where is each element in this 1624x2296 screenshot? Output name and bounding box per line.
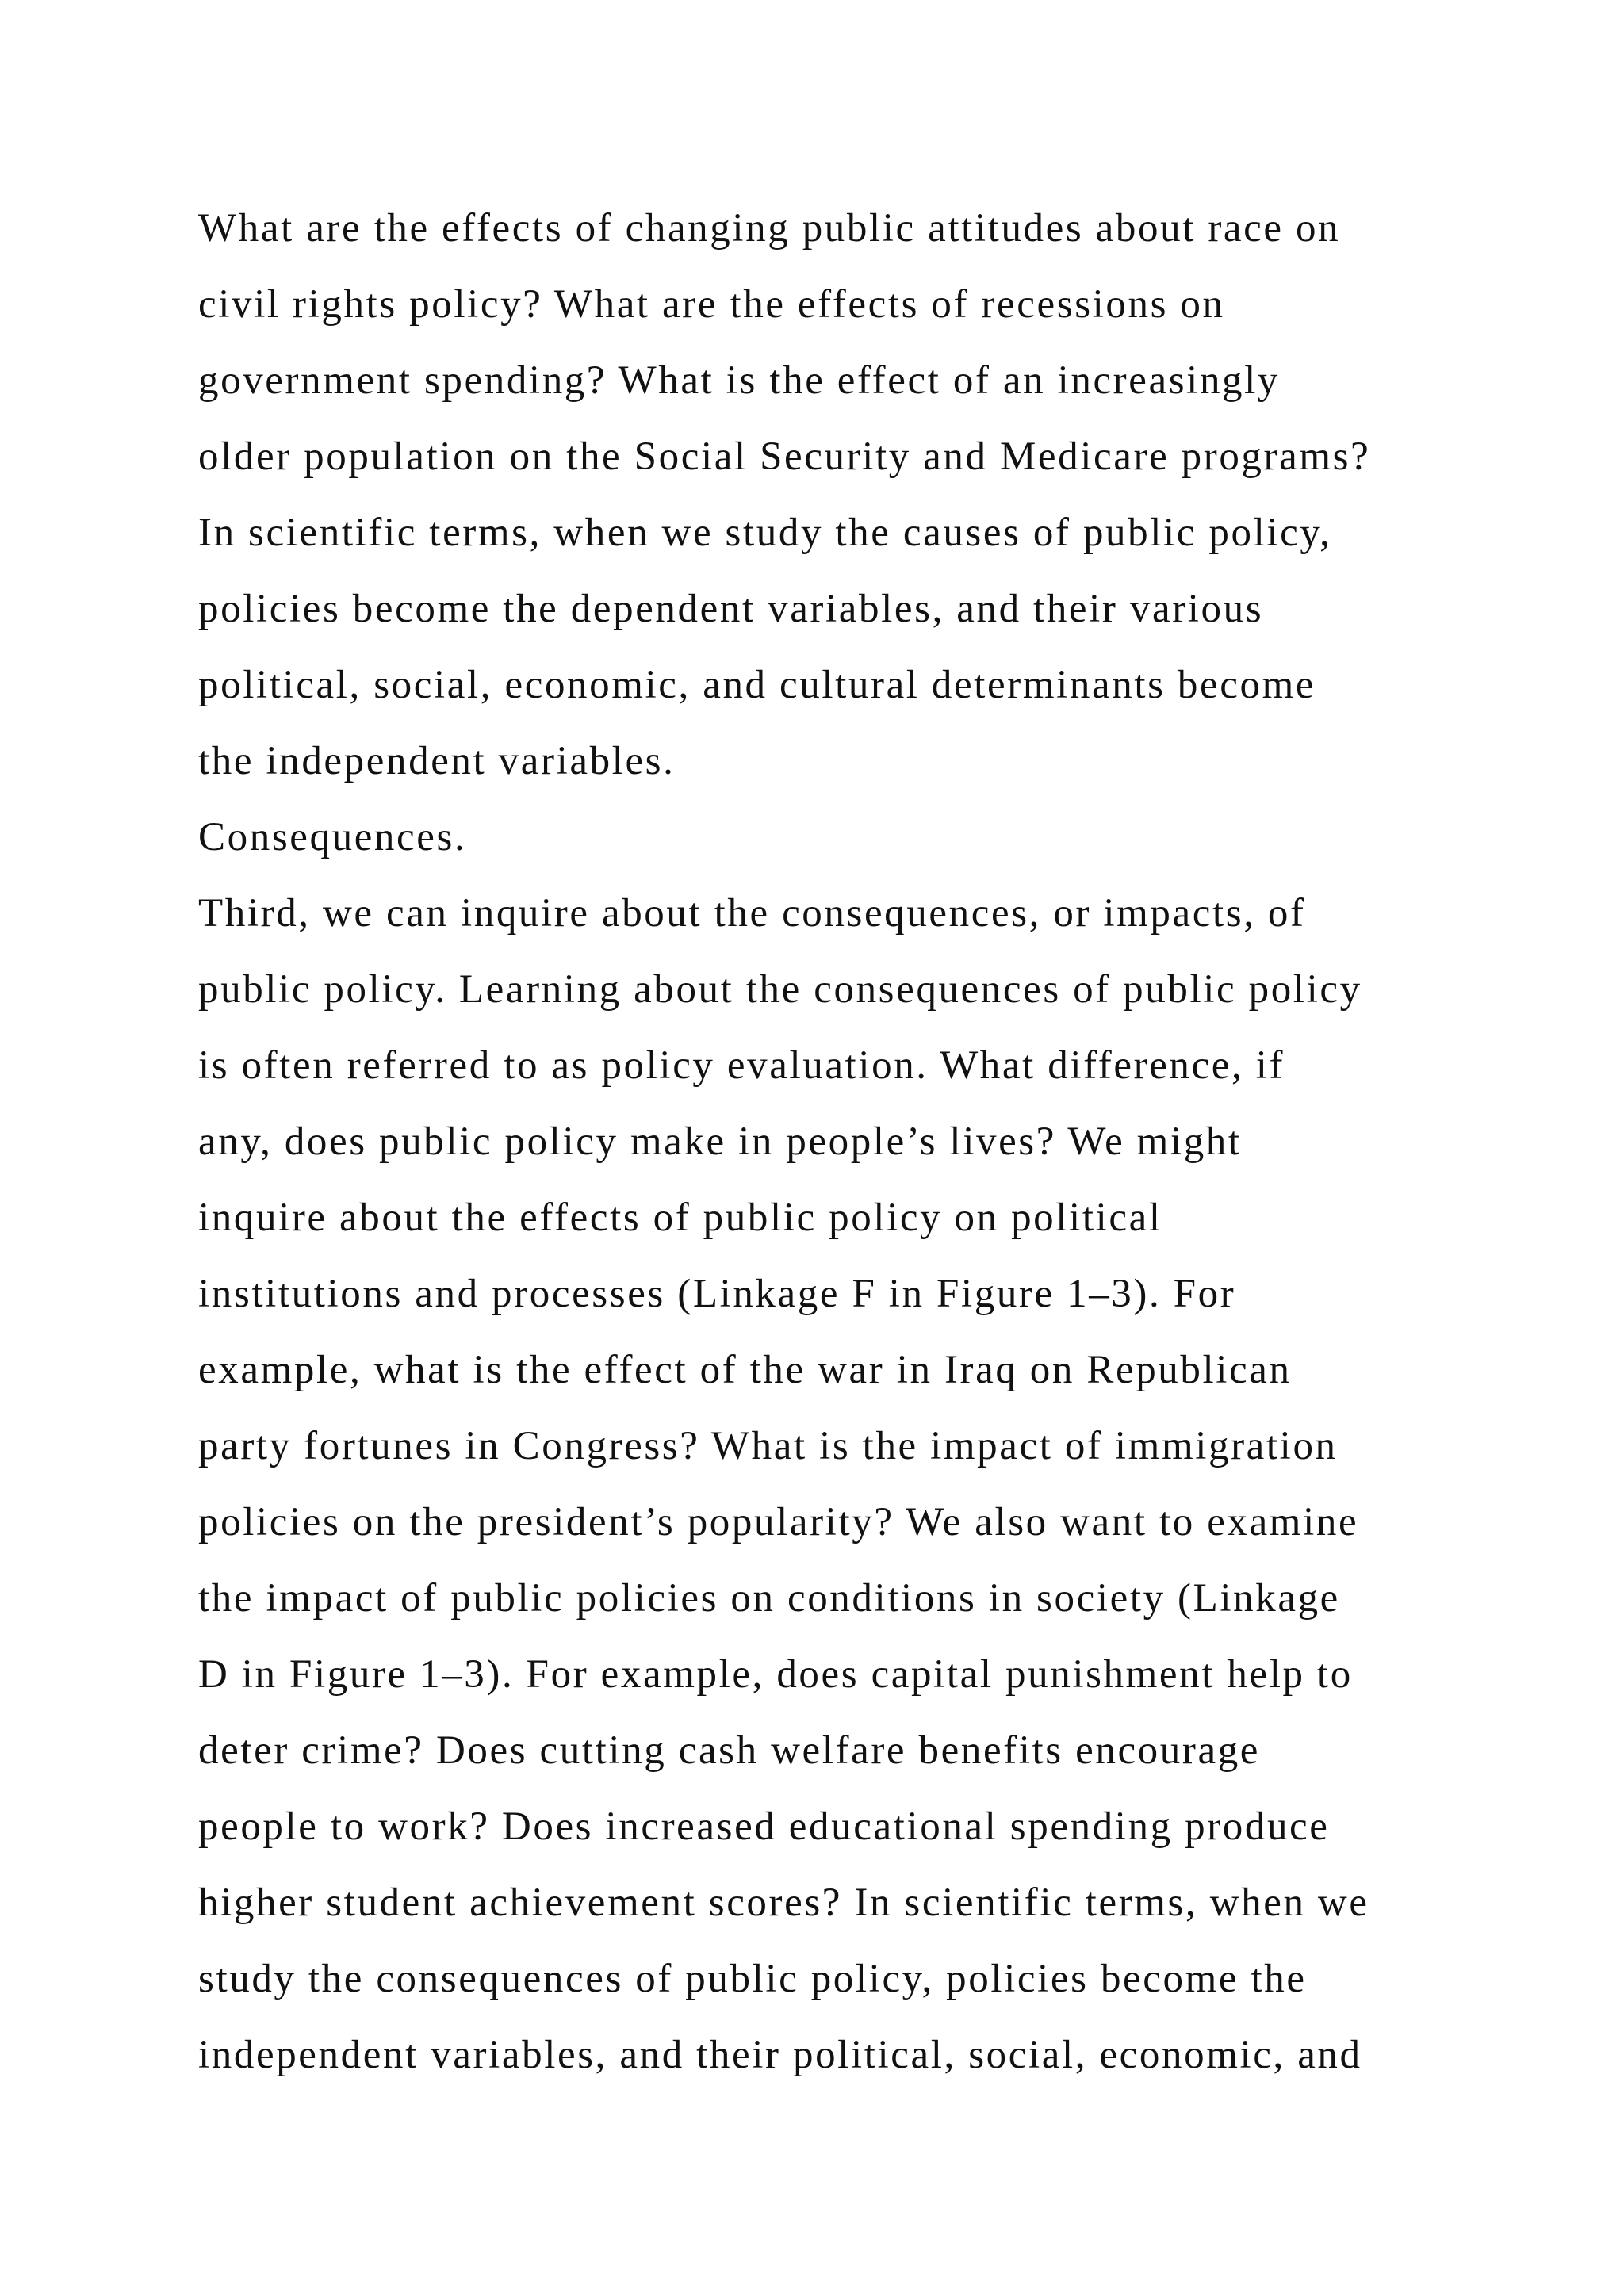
text-line: D in Figure 1–3). For example, does capital punishment help to bbox=[198, 1652, 1353, 1697]
text-line: institutions and processes (Linkage F in Figure 1–3). For bbox=[198, 1272, 1236, 1316]
text-line: government spending? What is the effect of an increasingly bbox=[198, 358, 1281, 403]
body-text bbox=[198, 190, 1515, 2093]
text-line: inquire about the effects of public policy on political bbox=[198, 1196, 1162, 1240]
text-line: What are the effects of changing public attitudes about race on bbox=[198, 206, 1341, 251]
text-line: higher student achievement scores? In scientific terms, when we bbox=[198, 1881, 1369, 1925]
text-line: older population on the Social Security and Medicare programs? bbox=[198, 434, 1371, 479]
text-line: people to work? Does increased educational spending produce bbox=[198, 1804, 1330, 1849]
text-line: independent variables, and their political, social, economic, and bbox=[198, 2033, 1362, 2077]
text-line: example, what is the effect of the war in Iraq on Republican bbox=[198, 1348, 1292, 1392]
text-line: civil rights policy? What are the effects of recessions on bbox=[198, 282, 1225, 327]
text-line: any, does public policy make in people’s lives? We might bbox=[198, 1119, 1242, 1164]
section-heading: Consequences. bbox=[198, 815, 467, 859]
text-line: the independent variables. bbox=[198, 739, 676, 783]
text-line: deter crime? Does cutting cash welfare benefits encourage bbox=[198, 1728, 1261, 1773]
text-line: the impact of public policies on conditions in society (Linkage bbox=[198, 1576, 1340, 1621]
text-line: policies on the president’s popularity? We also want to examine bbox=[198, 1500, 1359, 1544]
text-line: Third, we can inquire about the consequences, or impacts, of bbox=[198, 891, 1306, 936]
text-line: political, social, economic, and cultural determinants become bbox=[198, 663, 1316, 707]
text-line: study the consequences of public policy, policies become the bbox=[198, 1957, 1307, 2001]
text-line: public policy. Learning about the consequences of public policy bbox=[198, 967, 1362, 1012]
text-line: In scientific terms, when we study the causes of public policy, bbox=[198, 511, 1332, 555]
text-line: policies become the dependent variables, and their various bbox=[198, 587, 1264, 631]
text-line: is often referred to as policy evaluation. What difference, if bbox=[198, 1043, 1285, 1088]
text-line: party fortunes in Congress? What is the impact of immigration bbox=[198, 1424, 1338, 1468]
